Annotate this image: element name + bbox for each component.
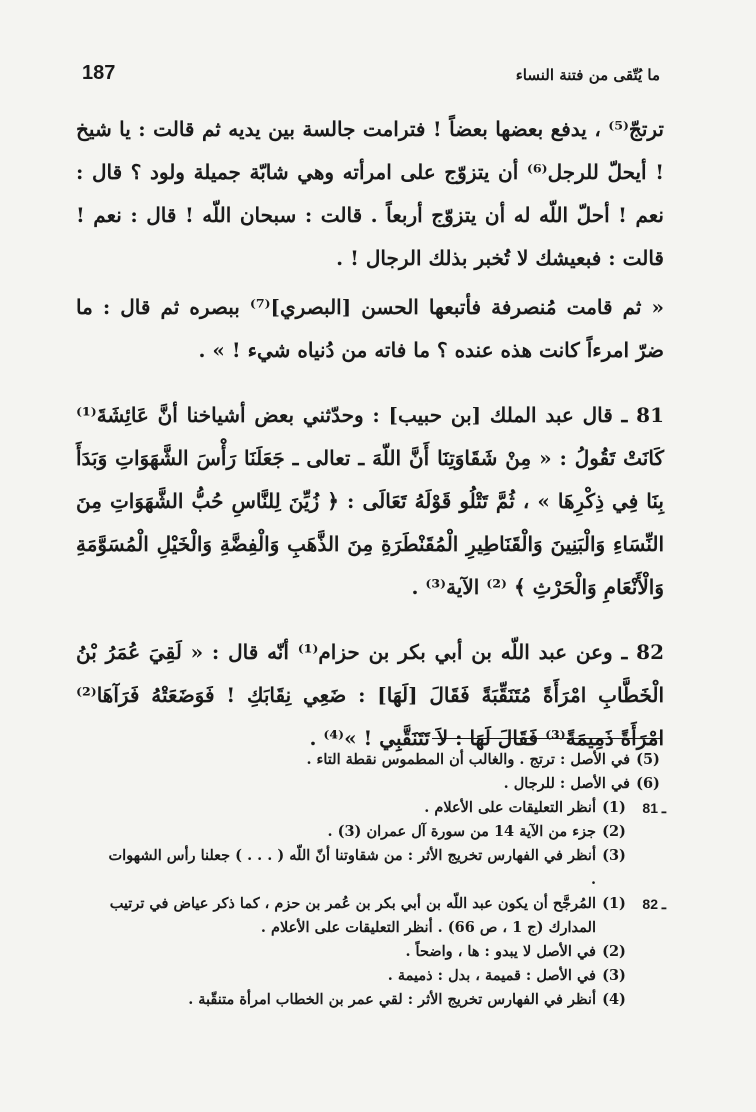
footnote-text: المُرجَّح أن يكون عبد اللّه بن أبي بكر بن عُمر بن حزم ، كما ذكر عياض في ترتيب المدارك (ج 1 ، ص 66) . أنظر التعليقات على الأعلام . [109, 895, 596, 936]
paragraph-1: ترتجّ⁽⁵⁾ ، يدفع بعضها بعضاً ! فترامت جالسة بين يديه ثم قالت : يا شيخ ! أيحلّ للرجل⁽⁶⁾ أن يتزوّج على امرأته وهي شابّة جميلة ولود ؟ قال : نعم ! أحلّ اللّه له أن يتزوّج أربعاً . قالت : سبحان اللّه ! قال : نعم ! قالت : فبعيشك لا تُخبر بذلك الرجال ! . [76, 117, 664, 270]
paragraph-81 [76, 394, 664, 609]
paragraph-82: 82 ـ وعن عبد اللّه بن أبي بكر بن حزام⁽¹⁾ أنّه قال : « لَقِيَ عُمَرُ بْنُ الْخَطَّابِ امْرَأَةً مُتَنَقِّبَةً فَقَالَ [لَهَا] : ضَعِي نِقَابَكِ ! فَوَضَعَتْهُ فَرَآهَا⁽²⁾ امْرَأَةً ذَمِيمَةً⁽³⁾ فَقَالَ لَهَا : لاَ تَتَنَقَّبِي ! »⁽⁴⁾ . [76, 640, 664, 750]
footnote-item [100, 844, 666, 892]
footnote-item [100, 964, 666, 988]
footnote-number: (2) [602, 823, 626, 840]
footnote-number: (3) [602, 847, 626, 864]
footnote-text: في الأصل : للرجال . [503, 775, 630, 792]
paragraph-2: « ثم قامت مُنصرفة فأتبعها الحسن [البصري]⁽⁷⁾ ببصره ثم قال : ما ضرّ امرءاً كانت هذه عنده ؟ ما فاته من دُنياه شيء ! » . [76, 295, 665, 362]
paragraph-81-intro: 81 ـ قال عبد الملك [بن حبيب] : وحدّثني بعض أشياخنا أنَّ عَائِشَةَ⁽¹⁾ كَانَتْ تَقُولُ : « مِنْ شَقَاوَتِنَا أَنَّ اللّهَ ـ تعالى ـ جَعَلَنَا رَأْسَ الشَّهَوَاتِ وَبَدَأَ بِنَا فِي ذِكْرِهَا » ، ثُمَّ تَتْلُو قَوْلَهُ تَعَالَى : [76, 403, 664, 513]
footnote-item [100, 940, 666, 964]
footnote-number: (4) [602, 991, 626, 1008]
footnotes [100, 748, 666, 1012]
footnote-text: أنظر في الفهارس تخريج الأثر : من شقاوتنا أنّ اللّه ( . . . ) جعلنا رأس الشهوات . [108, 847, 596, 888]
footnote-item [100, 820, 666, 844]
footnote-item [100, 772, 666, 796]
footnote-group: 82 ـ [642, 896, 666, 912]
footnote-divider [432, 738, 662, 739]
footnote-text: أنظر التعليقات على الأعلام . [424, 799, 596, 816]
footnote-item [100, 748, 666, 772]
footnote-group: 81 ـ [642, 800, 666, 816]
page-header [82, 62, 660, 90]
footnote-number: (1) [602, 799, 626, 816]
footnote-text: في الأصل لا يبدو : ها ، واضحاً . [405, 943, 596, 960]
footnote-text: أنظر في الفهارس تخريج الأثر : لقي عمر بن الخطاب امرأة متنقّبة . [188, 991, 596, 1008]
footnote-number: (2) [602, 943, 626, 960]
running-title: ما يُتّقى من فتنة النساء [515, 66, 660, 84]
footnote-text: في الأصل : ترتج . والغالب أن المطموس نقطة التاء . [306, 751, 630, 768]
main-text [76, 108, 664, 760]
quran-verse: ﴿ زُيِّنَ لِلنَّاسِ حُبُّ الشَّهَوَاتِ مِنَ النِّسَاءِ وَالْبَنِينَ وَالْقَنَاطِيرِ الْمُقَنْطَرَةِ مِنَ الذَّهَبِ وَالْفِضَّةِ وَالْخَيْلِ الْمُسَوَّمَةِ وَالْأَنْعَامِ وَالْحَرْثِ ﴾ [76, 489, 664, 599]
footnote-number: (1) [602, 895, 626, 912]
footnote-item [100, 796, 666, 820]
footnote-text: جزء من الآية 14 من سورة آل عمران (3) . [327, 823, 596, 840]
footnote-item [100, 892, 666, 940]
footnote-number: (6) [636, 775, 660, 792]
footnote-number: (3) [602, 967, 626, 984]
page-number: 187 [82, 62, 116, 84]
footnote-item [100, 988, 666, 1012]
footnote-text: في الأصل : قميمة ، بدل : ذميمة . [387, 967, 596, 984]
paragraph-81-tail: ⁽²⁾ الآية⁽³⁾ . [411, 575, 507, 599]
footnote-number: (5) [636, 751, 660, 768]
